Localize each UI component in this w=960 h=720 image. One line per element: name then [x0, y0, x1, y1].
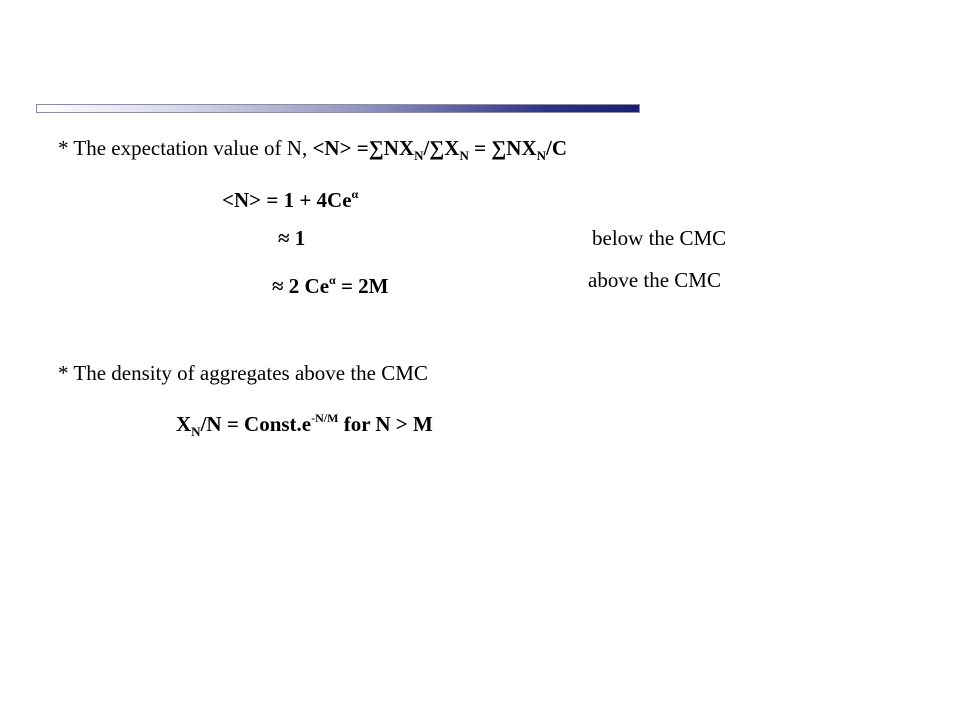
- expectation-mid1: /∑X: [423, 136, 460, 160]
- superscript-alpha: α: [351, 187, 359, 201]
- below-cmc-note: [592, 226, 726, 250]
- approx-value-2: ≈ 2 Ce: [272, 274, 330, 298]
- expectation-expr: <N> =∑NX: [312, 136, 415, 160]
- title-divider-bar: [36, 104, 640, 113]
- expectation-mid2: = ∑NX: [468, 136, 537, 160]
- density-condition: for N > M: [338, 412, 433, 436]
- approx-below-cmc: [278, 226, 305, 250]
- approx-value-1: ≈ 1: [278, 226, 306, 250]
- mean-aggregation-equation: [222, 182, 358, 212]
- density-expr: /N = Const.e: [200, 412, 312, 436]
- approx-rest: = 2M: [335, 274, 389, 298]
- subscript-n: N: [191, 424, 201, 439]
- mean-aggregation-expr: <N> = 1 + 4Ce: [222, 188, 352, 212]
- below-cmc-label: below the CMC: [592, 226, 727, 250]
- expectation-value-line: [58, 136, 567, 168]
- superscript-alpha: α: [329, 273, 336, 287]
- above-cmc-note: [588, 268, 721, 292]
- approx-above-cmc: [272, 268, 389, 298]
- density-heading: [58, 361, 428, 385]
- density-equation: [176, 406, 433, 444]
- expectation-end: /C: [546, 136, 568, 160]
- density-text: * The density of aggregates above the CMC: [58, 361, 428, 385]
- expectation-intro: * The expectation value of N,: [58, 136, 313, 160]
- subscript-n: N: [459, 148, 469, 163]
- subscript-n: N: [414, 148, 424, 163]
- above-cmc-label: above the CMC: [588, 268, 721, 292]
- superscript-exponent: -N/M: [311, 411, 339, 425]
- density-x: X: [176, 412, 192, 436]
- subscript-n: N: [536, 148, 547, 163]
